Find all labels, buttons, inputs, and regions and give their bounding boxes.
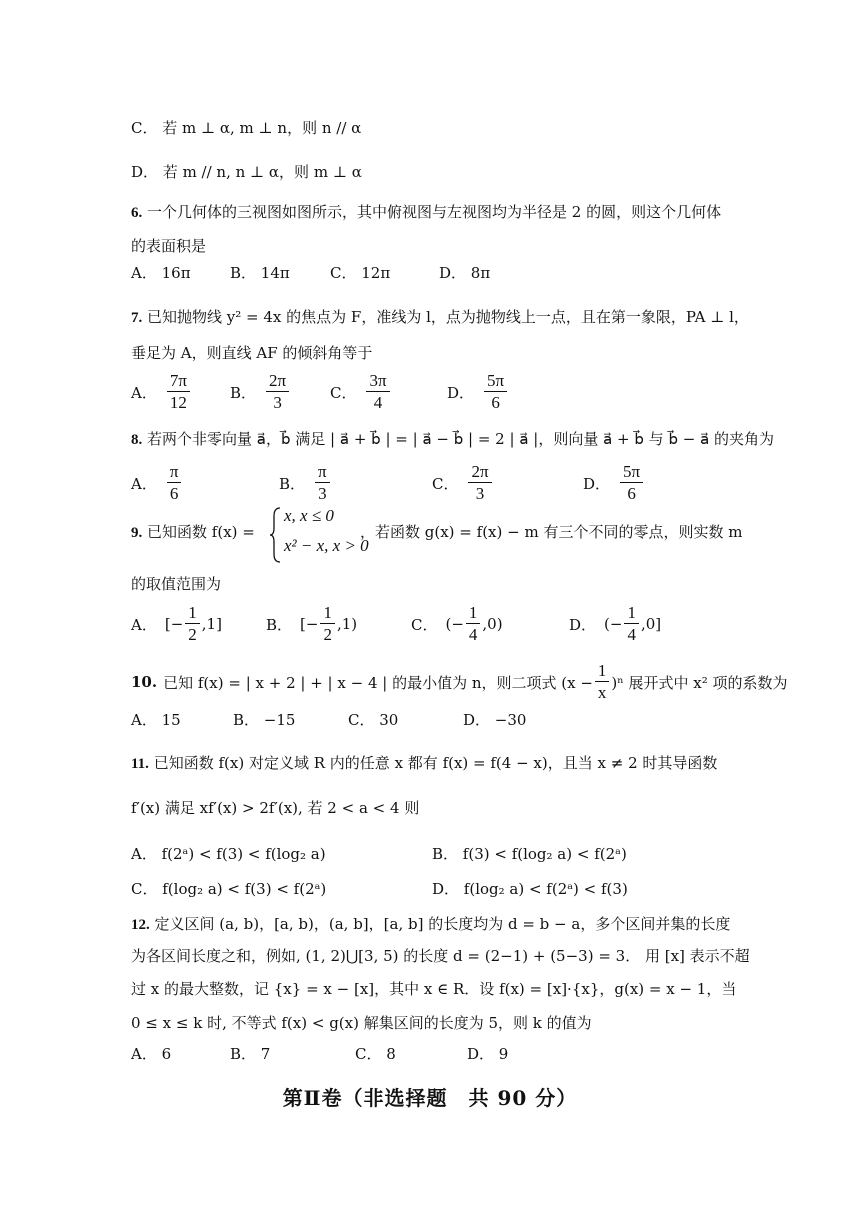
q10-text	[131, 662, 788, 702]
fraction: $\frac{5\pi}{6}$	[484, 372, 507, 412]
q11-option-a: A． f(2ᵃ) < f(3) < f(log₂ a)	[131, 845, 326, 863]
q5-option-d: D． 若 m // n, n ⊥ α，则 m ⊥ α	[131, 163, 362, 181]
q10-stem-pre: 已知 f(x) = | x + 2 | + | x − 4 | 的最小值为 n，则二项式 (x −	[163, 673, 593, 692]
q11-stem: 已知函数 f(x) 对定义域 R 内的任意 x 都有 f(x) = f(4 − x)，且当 x ≠ 2 时其导函数	[153, 754, 718, 772]
option-label: A．	[131, 615, 157, 634]
q9-case-2: x² − x, x > 0	[284, 536, 369, 555]
q10-option-d: D． −30	[463, 711, 527, 729]
q9-case-1: x, x ≤ 0	[284, 506, 334, 525]
q8-option-d	[583, 463, 645, 503]
option-label: B．	[279, 474, 306, 493]
option-suffix: ,1)	[336, 615, 358, 633]
option-suffix: ,0]	[640, 615, 662, 633]
q12-option-d: D． 9	[467, 1045, 509, 1063]
q7-option-d	[447, 372, 509, 412]
q7-number: 7.	[131, 310, 143, 326]
q12-text-line2: 为各区间长度之和，例如, (1, 2)⋃[3, 5) 的长度 d = (2−1) + (5−3) = 3． 用 [x] 表示不超	[131, 947, 750, 965]
fraction: $\frac{1}{x}$	[595, 662, 610, 702]
q8-text	[131, 428, 774, 451]
section-title: 第Ⅱ卷（非选择题 共 90 分）	[282, 1086, 578, 1110]
q11-text-line1	[131, 752, 717, 775]
q5-option-c: C． 若 m ⊥ α, m ⊥ n，则 n // α	[131, 119, 362, 137]
fraction: $\frac{5\pi}{6}$	[620, 463, 643, 503]
q9-number: 9.	[131, 525, 143, 541]
q6-option-a: A． 16π	[131, 264, 191, 282]
option-suffix: ,1]	[201, 615, 222, 633]
q12-stem: 定义区间 (a, b)，[a, b)，(a, b]，[a, b] 的长度均为 d = b − a，多个区间并集的长度	[154, 915, 731, 933]
option-label: B．	[230, 383, 257, 402]
option-label: D．	[447, 383, 475, 402]
fraction: $\frac{1}{4}$	[624, 604, 639, 644]
q8-option-b	[279, 463, 332, 503]
q6-stem: 一个几何体的三视图如图所示，其中俯视图与左视图均为半径是 2 的圆，则这个几何体	[147, 203, 722, 221]
q9-stem-pre: 已知函数 f(x) =	[147, 523, 255, 541]
option-label: C．	[432, 474, 459, 493]
q11-number: 11.	[131, 756, 149, 772]
fraction: $\frac{1}{4}$	[466, 604, 481, 644]
q11-option-c: C． f(log₂ a) < f(3) < f(2ᵃ)	[131, 880, 327, 898]
fraction: $\frac{2\pi}{3}$	[468, 463, 491, 503]
q8-option-a	[131, 463, 183, 503]
option-prefix: [−	[164, 615, 184, 633]
q12-option-a: A． 6	[131, 1045, 172, 1063]
q9-option-a	[131, 604, 222, 644]
fraction: $\frac{3\pi}{4}$	[366, 372, 389, 412]
q12-number: 12.	[131, 917, 150, 933]
q12-option-b: B． 7	[230, 1045, 271, 1063]
q12-text-line3: 过 x 的最大整数，记 {x} = x − [x]，其中 x ∈ R．设 f(x) = [x]·{x}，g(x) = x − 1，当	[131, 980, 737, 998]
option-label: A．	[131, 383, 157, 402]
q8-option-c	[432, 463, 494, 503]
q10-number: 10.	[131, 673, 158, 691]
option-prefix: (−	[604, 615, 623, 633]
fraction: $\frac{1}{2}$	[185, 604, 200, 644]
q12-text-line1	[131, 913, 730, 936]
option-label: D．	[583, 474, 611, 493]
fraction: $\frac{\pi}{3}$	[315, 463, 330, 503]
q6-number: 6.	[131, 205, 143, 221]
q9-stem-post: ，若函数 g(x) = f(x) − m 有三个不同的零点，则实数 m	[360, 523, 743, 541]
q6-text-line2: 的表面积是	[131, 237, 207, 255]
q7-option-a	[131, 372, 192, 412]
fraction: $\frac{2\pi}{3}$	[266, 372, 289, 412]
curly-brace-icon	[268, 506, 282, 564]
q10-option-a: A． 15	[131, 711, 181, 729]
option-label: C．	[411, 615, 438, 634]
q6-option-d: D． 8π	[439, 264, 491, 282]
q11-text-line2: f′(x) 满足 xf′(x) > 2f′(x), 若 2 < a < 4 则	[131, 799, 420, 817]
fraction: $\frac{7\pi}{12}$	[167, 372, 190, 412]
q9-text-line1	[131, 521, 255, 544]
q9-option-d	[569, 604, 661, 644]
q7-text-line2: 垂足为 A，则直线 AF 的倾斜角等于	[131, 344, 373, 362]
option-label: A．	[131, 474, 157, 493]
option-prefix: (−	[445, 615, 464, 633]
fraction: $\frac{1}{2}$	[320, 604, 335, 644]
q10-stem-post: )ⁿ 展开式中 x² 项的系数为	[611, 673, 788, 692]
option-label: D．	[569, 615, 597, 634]
q8-number: 8.	[131, 432, 143, 448]
q12-text-line4: 0 ≤ x ≤ k 时, 不等式 f(x) < g(x) 解集区间的长度为 5，则 k 的值为	[131, 1014, 592, 1032]
q12-option-c: C． 8	[355, 1045, 396, 1063]
q9-text-line2: 的取值范围为	[131, 575, 222, 593]
q11-option-b: B． f(3) < f(log₂ a) < f(2ᵃ)	[432, 845, 627, 863]
q9-option-c	[411, 604, 503, 644]
q11-option-d: D． f(log₂ a) < f(2ᵃ) < f(3)	[432, 880, 628, 898]
q7-stem: 已知抛物线 y² = 4x 的焦点为 F，准线为 l，点为抛物线上一点，且在第一象限，PA ⊥ l，	[147, 308, 749, 326]
q8-stem: 若两个非零向量 a⃗，b⃗ 满足 | a⃗ + b⃗ | = | a⃗ − b⃗ | = 2 | a⃗ |，则向量 a⃗ + b⃗ 与 b⃗ − a⃗ 的夹角为	[147, 430, 775, 448]
q6-option-c: C． 12π	[330, 264, 391, 282]
q7-text-line1	[131, 306, 749, 329]
q6-text-line1	[131, 201, 721, 224]
q9-option-b	[266, 604, 357, 644]
option-suffix: ,0)	[482, 615, 503, 633]
option-label: C．	[330, 383, 357, 402]
option-prefix: [−	[300, 615, 319, 633]
q7-option-b	[230, 372, 291, 412]
option-label: B．	[266, 615, 293, 634]
q10-option-b: B． −15	[233, 711, 296, 729]
q6-option-b: B． 14π	[230, 264, 290, 282]
q7-option-c	[330, 372, 392, 412]
fraction: $\frac{\pi}{6}$	[167, 463, 182, 503]
q10-option-c: C． 30	[348, 711, 399, 729]
